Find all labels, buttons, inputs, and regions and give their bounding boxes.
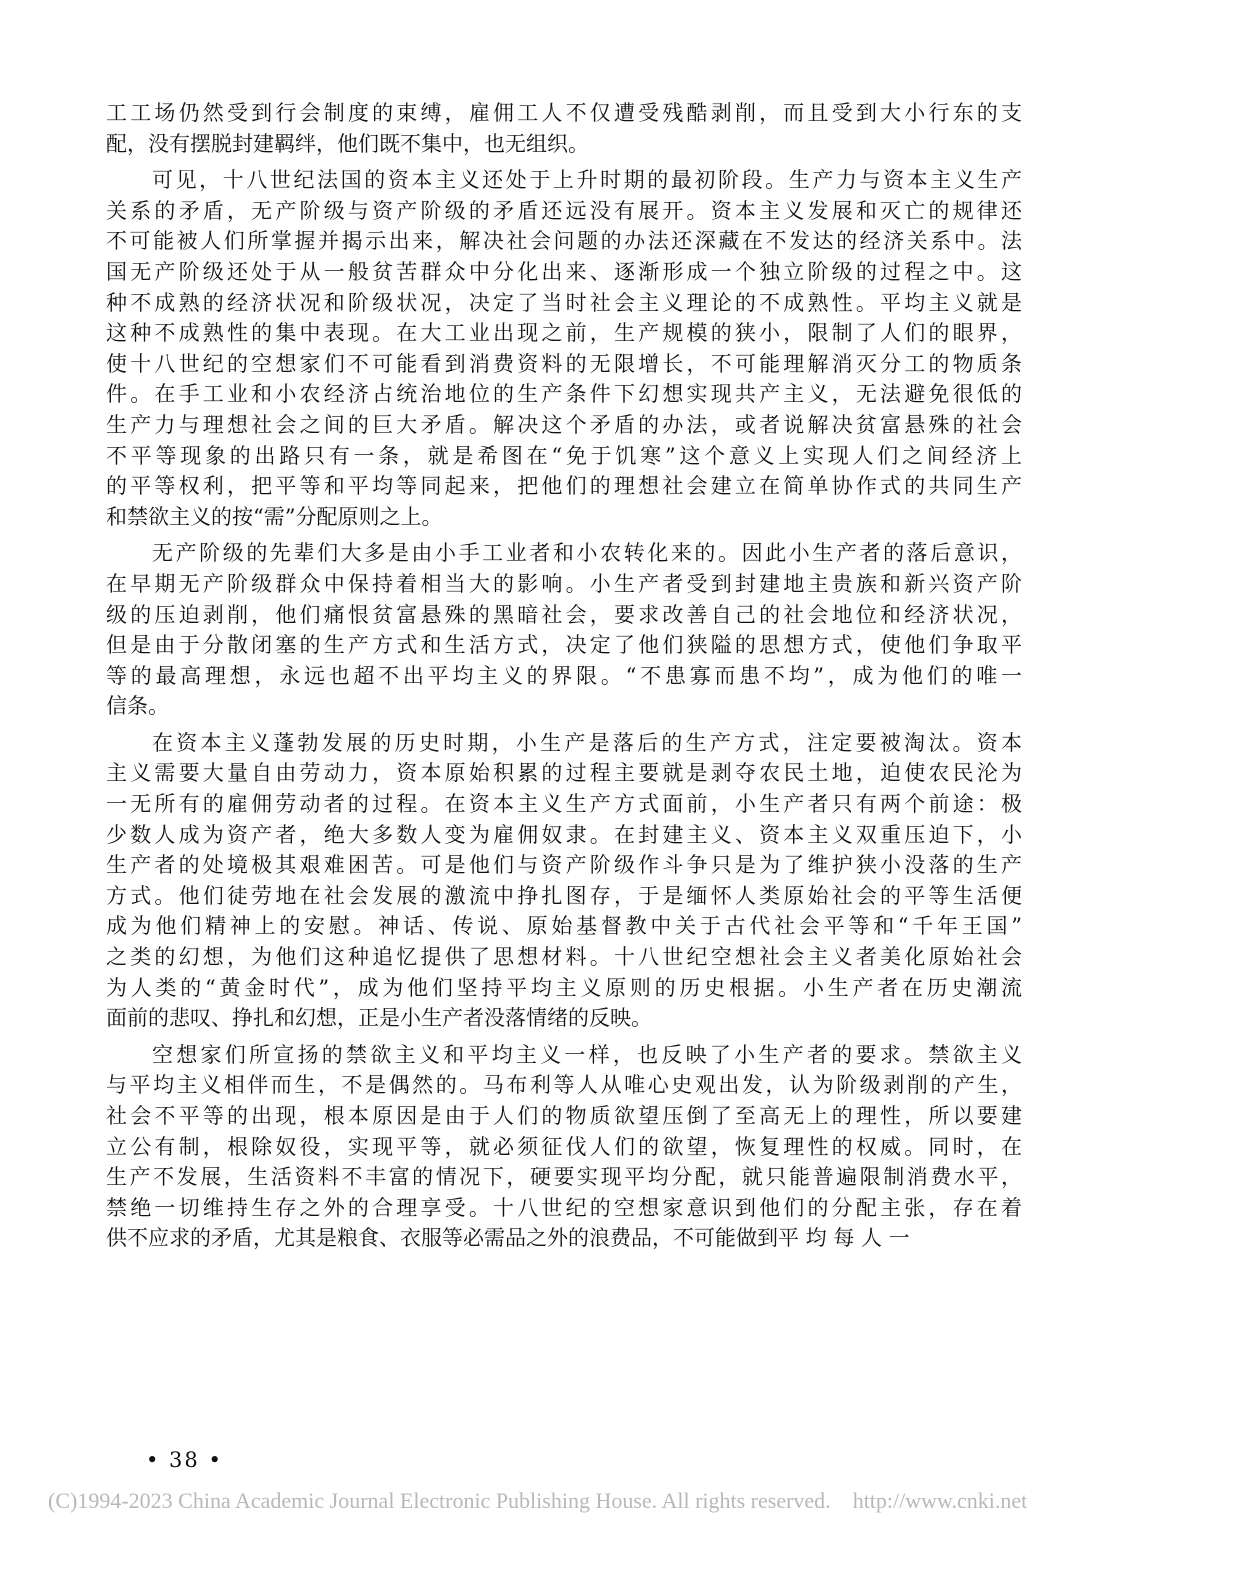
text-line: 立公有制，根除奴役，实现平等，就必须征伐人们的欲望，恢复理性的权威。同时，在 xyxy=(106,1134,1022,1159)
text-line: 无产阶级的先辈们大多是由小手工业者和小农转化来的。因此小生产者的落后意识， xyxy=(152,541,1022,566)
text-line: 的平等权利，把平等和平均等同起来，把他们的理想社会建立在简单协作式的共同生产 xyxy=(106,474,1022,499)
paragraph xyxy=(106,1040,1022,1254)
text-line: 使十八世纪的空想家们不可能看到消费资料的无限增长，不可能理解消灭分工的物质条 xyxy=(106,351,1022,376)
text-line: 少数人成为资产者，绝大多数人变为雇佣奴隶。在封建主义、资本主义双重压迫下，小 xyxy=(106,822,1022,847)
text-line: 社会不平等的出现，根本原因是由于人们的物质欲望压倒了至高无上的理性，所以要建 xyxy=(106,1104,1022,1128)
text-line: 禁绝一切维持生存之外的合理享受。十八世纪的空想家意识到他们的分配主张，存在着 xyxy=(106,1195,1022,1220)
text-line: 国无产阶级还处于从一般贫苦群众中分化出来、逐渐形成一个独立阶级的过程之中。这 xyxy=(106,259,1022,284)
text-line: 主义需要大量自由劳动力，资本原始积累的过程主要就是剥夺农民土地，迫使农民沦为 xyxy=(106,761,1022,786)
text-line: 不可能被人们所掌握并揭示出来，解决社会问题的办法还深藏在不发达的经济关系中。法 xyxy=(106,229,1022,254)
text-line: 但是由于分散闭塞的生产方式和生活方式，决定了他们狭隘的思想方式，使他们争取平 xyxy=(106,633,1022,658)
text-line: 等的最高理想，永远也超不出平均主义的界限。“不患寡而患不均”，成为他们的唯一 xyxy=(106,663,1022,688)
paragraph xyxy=(106,165,1022,532)
text-line: 件。在手工业和小农经济占统治地位的生产条件下幻想实现共产主义，无法避免很低的 xyxy=(106,382,1022,407)
text-line: 生产者的处境极其艰难困苦。可是他们与资产阶级作斗争只是为了维护狭小没落的生产 xyxy=(106,853,1022,878)
text-line: 一无所有的雇佣劳动者的过程。在资本主义生产方式面前，小生产者只有两个前途：极 xyxy=(106,792,1022,817)
text-line: 可见，十八世纪法国的资本主义还处于上升时期的最初阶段。生产力与资本主义生产 xyxy=(152,168,1022,193)
text-line: 不平等现象的出路只有一条，就是希图在“免于饥寒”这个意义上实现人们之间经济上 xyxy=(106,443,1022,468)
page-number: • 38 • xyxy=(146,1448,223,1472)
text-line: 在早期无产阶级群众中保持着相当大的影响。小生产者受到封建地主贵族和新兴资产阶 xyxy=(106,571,1022,596)
cnki-url-link[interactable]: http://www.cnki.net xyxy=(852,1488,1028,1513)
text-line: 方式。他们徒劳地在社会发展的激流中挣扎图存，于是缅怀人类原始社会的平等生活便 xyxy=(106,883,1022,908)
text-line: 空想家们所宣扬的禁欲主义和平均主义一样，也反映了小生产者的要求。禁欲主义 xyxy=(152,1042,1022,1067)
copyright-text: (C)1994-2023 China Academic Journal Electronic Publishing House. All rights reserved. xyxy=(48,1488,831,1513)
text-line: 这种不成熟性的集中表现。在大工业出现之前，生产规模的狭小，限制了人们的眼界， xyxy=(106,321,1022,346)
text-line: 种不成熟的经济状况和阶级状况，决定了当时社会主义理论的不成熟性。平均主义就是 xyxy=(106,290,1022,315)
text-line: 供不应求的矛盾，尤其是粮食、衣服等必需品之外的浪费品，不可能做到平 均 每 人 一 xyxy=(106,1226,910,1251)
text-line: 在资本主义蓬勃发展的历史时期，小生产是落后的生产方式，注定要被淘汰。资本 xyxy=(152,730,1022,755)
text-line: 关系的矛盾，无产阶级与资产阶级的矛盾还远没有展开。资本主义发展和灭亡的规律还 xyxy=(106,198,1022,223)
text-line: 信条。 xyxy=(106,694,169,719)
article-body xyxy=(106,98,1022,1254)
text-line: 级的压迫剥削，他们痛恨贫富悬殊的黑暗社会，要求改善自己的社会地位和经济状况， xyxy=(106,602,1022,627)
text-line: 和禁欲主义的按“需”分配原则之上。 xyxy=(106,504,443,529)
text-line: 面前的悲叹、挣扎和幻想，正是小生产者没落情绪的反映。 xyxy=(106,1006,652,1031)
text-line: 工工场仍然受到行会制度的束缚，雇佣工人不仅遭受残酷剥削，而且受到大小行东的支 xyxy=(106,101,1022,125)
paragraph xyxy=(106,538,1022,722)
text-line: 成为他们精神上的安慰。神话、传说、原始基督教中关于古代社会平等和“千年王国” xyxy=(106,914,1022,939)
text-line: 为人类的“黄金时代”，成为他们坚持平均主义原则的历史根据。小生产者在历史潮流 xyxy=(106,975,1022,1000)
text-line: 生产不发展，生活资料不丰富的情况下，硬要实现平均分配，就只能普遍限制消费水平， xyxy=(106,1165,1022,1190)
paragraph xyxy=(106,98,1022,159)
text-line: 与平均主义相伴而生，不是偶然的。马布利等人从唯心史观出发，认为阶级剥削的产生， xyxy=(106,1073,1022,1098)
text-line: 配，没有摆脱封建羁绊，他们既不集中，也无组织。 xyxy=(106,131,589,156)
paragraph xyxy=(106,728,1022,1034)
text-line: 生产力与理想社会之间的巨大矛盾。解决这个矛盾的办法，或者说解决贫富悬殊的社会 xyxy=(106,412,1022,437)
copyright-footer xyxy=(48,1488,1198,1514)
text-line: 之类的幻想，为他们这种追忆提供了思想材料。十八世纪空想社会主义者美化原始社会 xyxy=(106,945,1022,970)
